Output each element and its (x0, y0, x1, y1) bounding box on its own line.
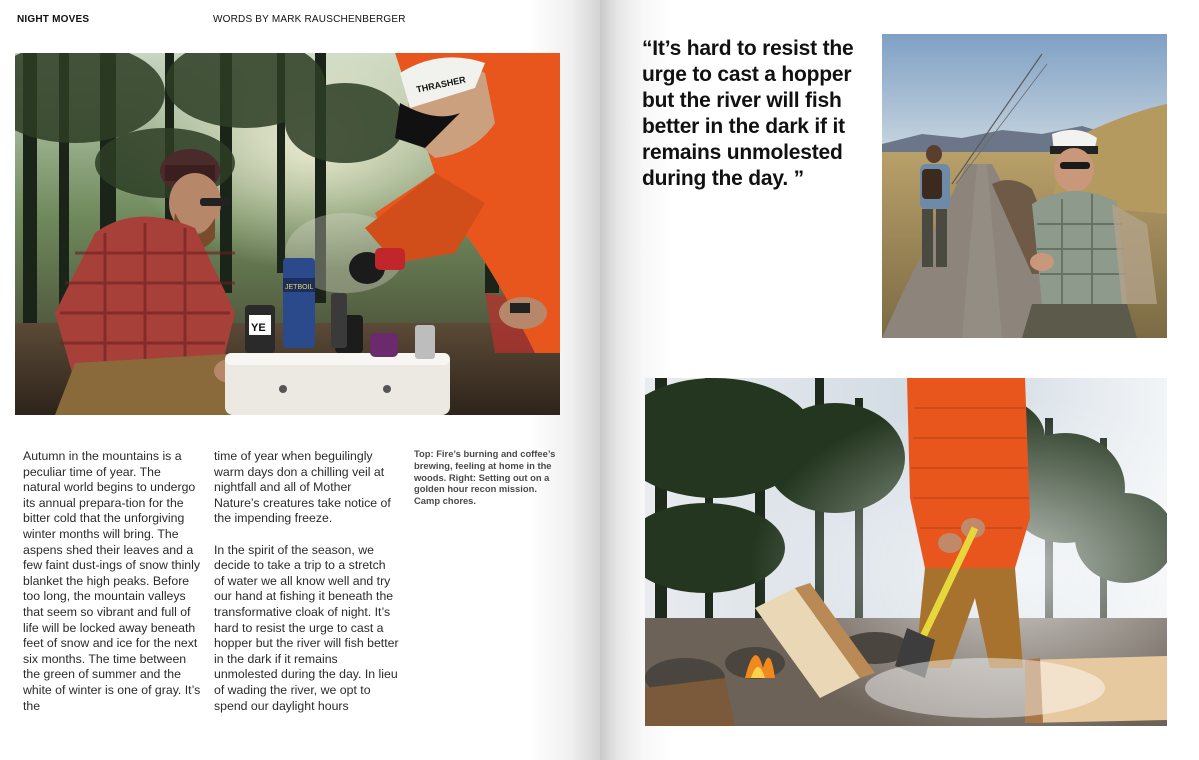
right-page (600, 0, 1199, 760)
body-paragraph: time of year when beguilingly warm days don a chilling veil at nightfall and all of Mother Nature’s creatures take notice of the impending freeze. (214, 449, 391, 526)
body-column-2 (214, 449, 399, 730)
road-walk-photo (882, 34, 1167, 338)
body-column-1 (23, 449, 201, 730)
section-title: NIGHT MOVES (17, 14, 90, 25)
photo-caption: Top: Fire’s burning and coffee’s brewing, feeling at home in the woods. Right: Setting out on a golden hour recon mission. Camp chores. (414, 448, 556, 507)
body-paragraph: Autumn in the mountains is a peculiar time of year. The natural world begins to undergo its annual prepara-tion for the bitter cold that the unforgiving winter months will bring. The aspens shed their leaves and a few faint dust-ings of snow thinly blanket the high peaks. Before too long, the mountain valleys that seem so vibrant and full of life will be locked away beneath feet of snow and ice for the next six months. The time between the green of summer and the white of winter is one of gray. It’s the (23, 449, 201, 713)
body-paragraph: In the spirit of the season, we decide to take a trip to a stretch of water we all know well and try our hand at fishing it beneath the transformative cloak of night. It’s hard to resist the urge to cast a hopper but the river will fish better in the dark if it remains unmolested during the day. In lieu of wading the river, we opt to spend our daylight hours (214, 542, 399, 713)
campsite-coffee-photo (15, 53, 560, 415)
stove-can-label: JETBOIL (285, 284, 314, 291)
mug-label: YE (251, 322, 266, 334)
cap-logo-text: THRASHER (415, 74, 467, 95)
axe-splitting-photo (645, 378, 1167, 726)
byline: WORDS BY MARK RAUSCHENBERGER (213, 14, 406, 25)
pull-quote: “It’s hard to resist the urge to cast a hopper but the river will fish better in the dark if it remains unmolested during the day. ” (642, 37, 854, 190)
